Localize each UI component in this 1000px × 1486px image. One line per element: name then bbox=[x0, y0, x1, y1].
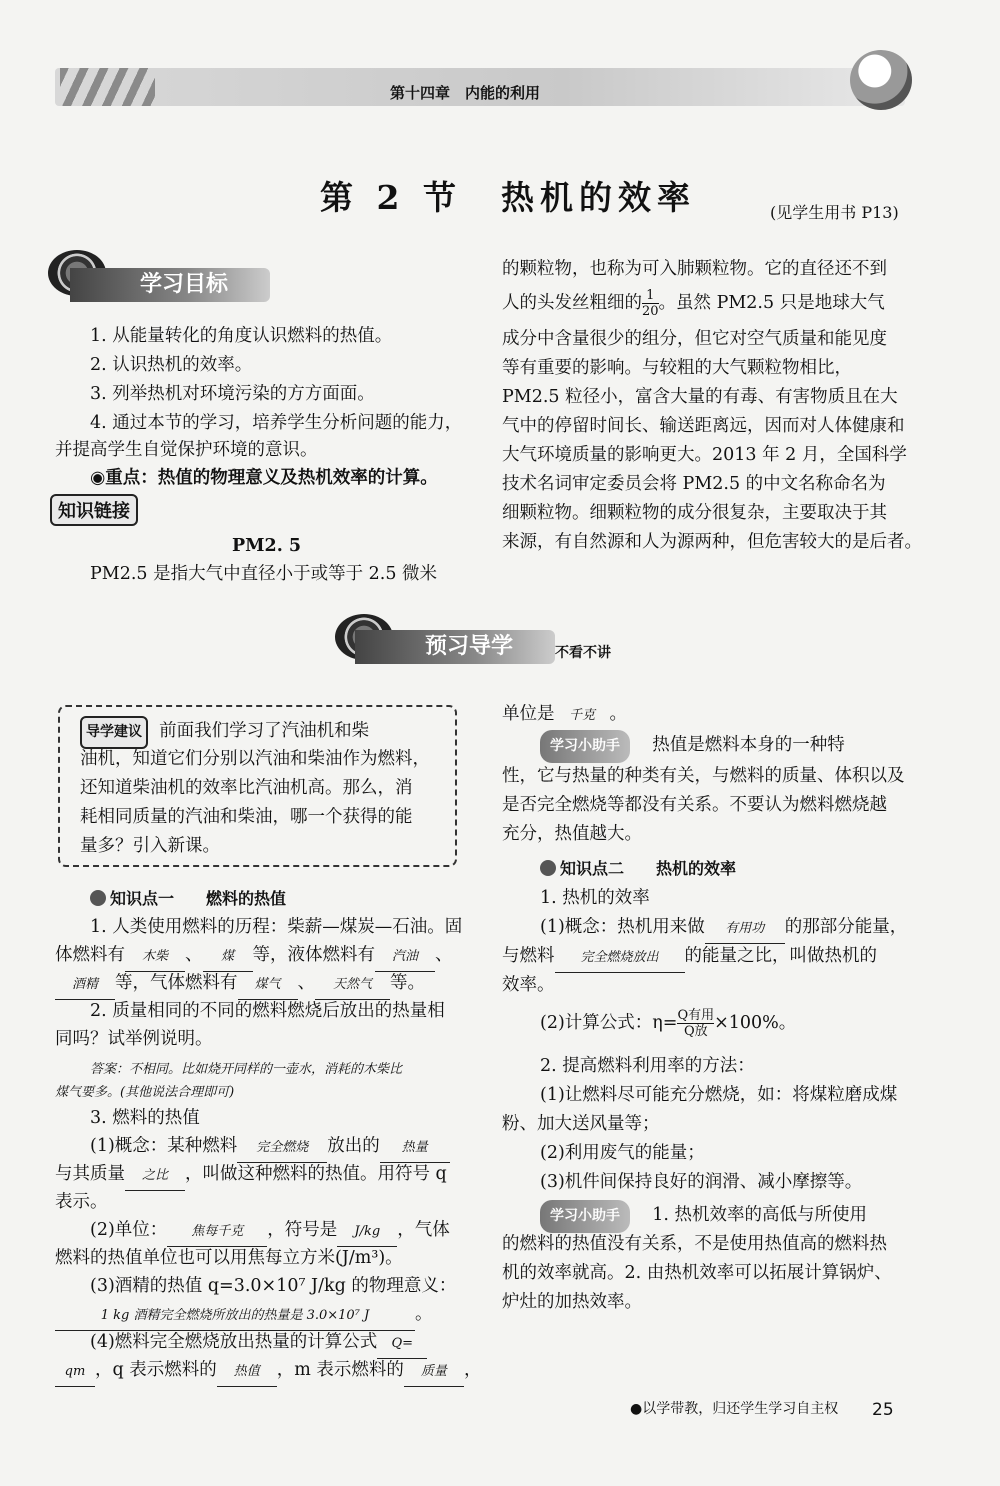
kp2-t1a: (1)让燃料尽可能充分燃烧，如：将煤粒磨成煤 bbox=[540, 1085, 898, 1105]
guide-line-2: 油机，知道它们分别以汽油和柴油作为燃料， bbox=[80, 749, 430, 769]
helper2-d: 炉灶的加热效率。 bbox=[502, 1292, 642, 1312]
book-reference: (见学生用书 P13) bbox=[770, 203, 899, 222]
kp1-ans2a: 答案：不相同。比如烧开同样的一壶水，消耗的木柴比 bbox=[90, 1062, 403, 1077]
goal-1: 1. 从能量转化的角度认识燃料的热值。 bbox=[90, 326, 393, 346]
kp2-s1: 1. 热机的效率 bbox=[540, 888, 650, 908]
helper2-c: 机的效率就高。2. 由热机效率可以拓展计算锅炉、 bbox=[502, 1263, 892, 1283]
kp2-t: 2. 提高燃料利用率的方法： bbox=[540, 1056, 755, 1076]
knowledge-link-tag: 知识链接 bbox=[50, 494, 138, 526]
key-point: ◉重点：热值的物理意义及热机效率的计算。 bbox=[90, 468, 438, 488]
bullet-icon bbox=[90, 890, 106, 906]
kp1-c3: 表示。 bbox=[55, 1192, 108, 1212]
kp2-t2: (2)利用废气的能量； bbox=[540, 1143, 705, 1163]
kp1-q1b: 体燃料有 木柴 、 煤 等，液体燃料有 汽油 、 bbox=[55, 941, 453, 972]
kp2-t3: (3)机件间保持良好的润滑、减小摩擦等。 bbox=[540, 1172, 863, 1192]
pm25-r9: 细颗粒物。细颗粒物的成分很复杂，主要取决于其 bbox=[502, 503, 887, 523]
kp1-e1: (3)酒精的热值 q=3.0×10⁷ J/kg 的物理意义： bbox=[90, 1276, 457, 1296]
pm25-r7: 大气环境质量的影响更大。2013 年 2 月，全国科学 bbox=[502, 445, 907, 465]
kp1-c2: 与其质量 之比 ，叫做这种燃料的热值。用符号 q bbox=[55, 1160, 447, 1191]
page-number: 25 bbox=[872, 1400, 894, 1420]
kp1-q1c: 酒精 等，气体燃料有 煤气 、 天然气 等。 bbox=[55, 969, 425, 1000]
goal-4: 4. 通过本节的学习，培养学生分析问题的能力， bbox=[90, 413, 463, 433]
bullet-icon bbox=[540, 860, 556, 876]
guide-line-4: 耗相同质量的汽油和柴油，哪一个获得的能 bbox=[80, 807, 413, 827]
helper2-b: 的燃料的热值没有关系，不是使用热值高的燃料热 bbox=[502, 1234, 887, 1254]
efficiency-fraction: $\frac{\text{Q有用}}{\text{Q放}}$ bbox=[677, 1008, 715, 1039]
kp1-q3: 3. 燃料的热值 bbox=[90, 1108, 200, 1128]
pm25-heading: PM2. 5 bbox=[232, 536, 302, 556]
guide-line-1: 导学建议 前面我们学习了汽油机和柴 bbox=[80, 716, 369, 749]
helper1-b: 性，它与热量的种类有关，与燃料的质量、体积以及 bbox=[502, 766, 905, 786]
kp2-t1b: 粉、加大送风量等； bbox=[502, 1114, 660, 1134]
pm25-r1: 的颗粒物，也称为可入肺颗粒物。它的直径还不到 bbox=[502, 259, 887, 279]
kp1-f1: (4)燃料完全燃烧放出热量的计算公式 Q= bbox=[90, 1328, 427, 1359]
pm25-r6: 气中的停留时间长、输送距离远，因而对人体健康和 bbox=[502, 416, 905, 436]
kp1-q2b: 同吗？试举例说明。 bbox=[55, 1029, 213, 1049]
helper-badge: 学习小助手 bbox=[540, 1200, 630, 1233]
goals-banner: 学习目标 bbox=[70, 268, 270, 302]
helper-badge: 学习小助手 bbox=[540, 730, 630, 763]
pm25-r10: 来源，有自然源和人为源两种，但危害较大的是后者。 bbox=[502, 532, 922, 552]
guide-line-3: 还知道柴油机的效率比汽油机高。那么，消 bbox=[80, 778, 413, 798]
kp1-ans2b: 煤气要多。(其他说法合理即可) bbox=[55, 1085, 235, 1100]
kp1-title: 知识点一 燃料的热值 bbox=[90, 886, 286, 909]
kp2-s1a: (1)概念：热机用来做 有用功 的那部分能量， bbox=[540, 913, 907, 944]
header-stripes bbox=[60, 68, 155, 106]
helper1-d: 充分，热值越大。 bbox=[502, 824, 642, 844]
kp2-s1e: 效率。 bbox=[502, 975, 555, 995]
pm25-r5: PM2.5 粒径小，富含大量的有毒、有害物质且在大 bbox=[502, 387, 898, 407]
helper1-c: 是否完全燃烧等都没有关系。不要认为燃料燃烧越 bbox=[502, 795, 887, 815]
mascot-icon bbox=[850, 50, 912, 110]
kp1-q2a: 2. 质量相同的不同的燃料燃烧后放出的热量相 bbox=[90, 1001, 445, 1021]
guide-tag: 导学建议 bbox=[80, 716, 148, 749]
goal-3: 3. 列举热机对环境污染的方方面面。 bbox=[90, 384, 375, 404]
section-title: 第 2 节 热机的效率 bbox=[320, 178, 696, 217]
helper1-line: 学习小助手 热值是燃料本身的一种特 bbox=[540, 730, 845, 763]
kp1-u1: (2)单位： 焦每千克 ，符号是 J/kg ，气体 bbox=[90, 1216, 450, 1247]
kp2-s1c: 与燃料 完全燃烧放出 的能量之比，叫做热机的 bbox=[502, 942, 877, 973]
preview-banner: 预习导学 bbox=[355, 630, 555, 664]
fraction: $\frac{1}{20}$ bbox=[642, 288, 659, 319]
kp1-q1a: 1. 人类使用燃料的历程：柴薪—煤炭—石油。固 bbox=[90, 917, 463, 937]
pm25-r4: 等有重要的影响。与较粗的大气颗粒物相比， bbox=[502, 358, 852, 378]
helper2-line: 学习小助手 1. 热机效率的高低与所使用 bbox=[540, 1200, 867, 1233]
preview-sub: 不看不讲 bbox=[555, 645, 611, 661]
goal-4-cont: 并提高学生自觉保护环境的意识。 bbox=[55, 440, 318, 460]
kp1-f2: qm ，q 表示燃料的 热值 ，m 表示燃料的 质量 ， bbox=[55, 1356, 481, 1387]
chapter-title: 第十四章 内能的利用 bbox=[390, 84, 541, 102]
pm25-r3: 成分中含量很少的组分，但它对空气质量和能见度 bbox=[502, 329, 887, 349]
guide-line-5: 量多？引入新课。 bbox=[80, 836, 220, 856]
kp2-formula: (2)计算公式：η= $\frac{\text{Q有用}}{\text{Q放}}$ ×100%。 bbox=[540, 1008, 797, 1039]
pm25-line-1: PM2.5 是指大气中直径小于或等于 2.5 微米 bbox=[90, 564, 438, 584]
pm25-r2: 人的头发丝粗细的 $\frac{1}{20}$ 。虽然 PM2.5 只是地球大气 bbox=[502, 288, 885, 319]
kp1-u2: 燃料的热值单位也可以用焦每立方米(J/m³)。 bbox=[55, 1248, 403, 1268]
kp2-title: 知识点二 热机的效率 bbox=[540, 856, 736, 879]
goal-2: 2. 认识热机的效率。 bbox=[90, 355, 253, 375]
pm25-r8: 技术名词审定委员会将 PM2.5 的中文名称命名为 bbox=[502, 474, 886, 494]
kp1-e2: 1 kg 酒精完全燃烧所放出的热量是 3.0×10⁷ J 。 bbox=[55, 1300, 433, 1331]
footer-slogan: ●以学带教，归还学生学习自主权 bbox=[630, 1401, 839, 1417]
unit-line: 单位是 千克 。 bbox=[502, 700, 627, 731]
kp1-c1: (1)概念：某种燃料 完全燃烧 放出的 热量 bbox=[90, 1132, 450, 1163]
